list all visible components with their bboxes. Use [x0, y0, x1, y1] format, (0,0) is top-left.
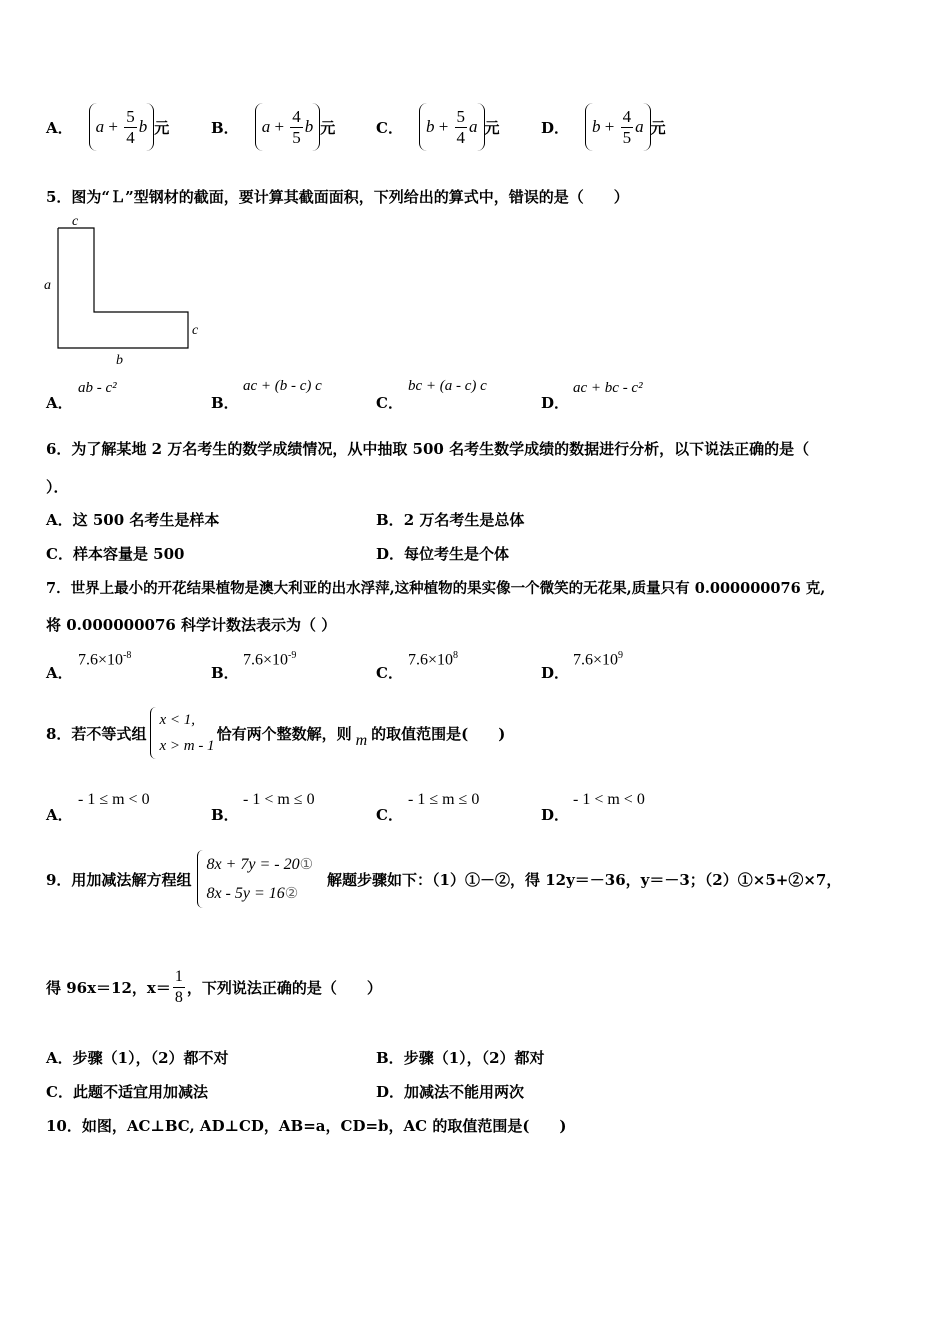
q5-options: [0, 376, 950, 416]
option-label: D．: [541, 118, 570, 137]
q9-option-d: D．加减法不能用两次: [376, 1083, 525, 1101]
q10-stem: 10．如图，AC⊥BC, AD⊥CD，AB=a，CD=b，AC 的取值范围是( ): [46, 1117, 567, 1135]
q6-stem-line1: 6．为了解某地 2 万名考生的数学成绩情况，从中抽取 500 名考生数学成绩的数据进行分析，以下说法正确的是（: [46, 440, 810, 458]
option-expression: a + $\frac{4}{5}$ b: [255, 103, 321, 151]
q9-option-c: C．此题不适宜用加减法: [46, 1083, 208, 1101]
option-label: C．: [376, 394, 403, 412]
option-label: A．: [46, 664, 73, 682]
q4-options: [0, 100, 950, 155]
q6-option-a: A．这 500 名考生是样本: [46, 511, 220, 529]
option-expression: $7.6\times 10^{-9}$: [243, 650, 297, 669]
equation-2: 8x - 5y = 16②: [206, 884, 299, 902]
option-label: D．: [541, 394, 570, 412]
q7-stem-line1: 7．世界上最小的开花结果植物是澳大利亚的出水浮萍,这种植物的果实像一个微笑的无花果,质量只有 0.000000076 克,: [46, 580, 826, 597]
option-expression: b + $\frac{4}{5}$ a: [585, 103, 651, 151]
q9-option-a: A．步骤（1），（2）都不对: [46, 1049, 229, 1067]
option-expression: bc + (a - c) c: [408, 378, 487, 394]
option-label: C．: [376, 806, 403, 824]
q6-stem-line2: ）．: [46, 478, 69, 496]
q8-stem: [46, 705, 505, 761]
option-label: A．: [46, 394, 73, 412]
label-top-c: c: [72, 214, 79, 229]
option-expression: a + $\frac{5}{4}$ b: [89, 103, 155, 151]
option-label: C．: [376, 664, 403, 682]
option-expression: - 1 ≤ m < 0: [78, 791, 150, 808]
inequality-2: x > m - 1: [159, 738, 215, 754]
option-expression: $7.6\times 10^8$: [408, 650, 459, 669]
fraction-one-eighth: $\frac{1}{8}$: [174, 967, 183, 1006]
inequality-1: x < 1,: [159, 712, 195, 728]
q7-options: [0, 648, 950, 688]
q8-stem-pre: 8．若不等式组: [46, 724, 147, 743]
q9-line2: [46, 962, 382, 1012]
option-label: C．: [376, 118, 403, 137]
q9-option-b: B．步骤（1），（2）都对: [376, 1049, 545, 1067]
option-label: A．: [46, 118, 73, 137]
option-expression: ac + bc - c²: [573, 380, 643, 396]
option-label: B．: [211, 806, 239, 824]
q6-option-d: D．每位考生是个体: [376, 545, 510, 563]
option-expression: ab - c²: [78, 380, 117, 396]
option-label: D．: [541, 806, 570, 824]
q7-stem-line2: 将 0.000000076 科学计数法表示为（ ）: [46, 616, 337, 634]
l-shape-figure: [40, 212, 210, 370]
q9-stem: [46, 848, 841, 910]
q4-option-a: [46, 102, 169, 152]
equation-1: 8x + 7y = - 20①: [206, 855, 314, 873]
option-expression: - 1 ≤ m ≤ 0: [408, 791, 480, 808]
option-label: B．: [211, 394, 239, 412]
variable-m: m: [355, 732, 368, 749]
q8-stem-mid: 恰有两个整数解，则: [216, 724, 352, 743]
q5-stem: 5．图为“Ｌ”型钢材的截面，要计算其截面面积，下列给出的算式中，错误的是（ ）: [46, 188, 629, 206]
unit: 元: [154, 118, 170, 137]
option-expression: ac + (b - c) c: [243, 378, 322, 394]
option-expression: - 1 < m ≤ 0: [243, 791, 315, 808]
label-right-c: c: [192, 323, 199, 338]
q8-options: [0, 790, 950, 830]
option-label: B．: [211, 118, 239, 137]
q9-line2-pre: 得 96x＝12，x＝: [46, 978, 171, 997]
unit: 元: [650, 118, 666, 137]
option-label: B．: [211, 664, 239, 682]
label-left-a: a: [44, 278, 51, 293]
unit: 元: [320, 118, 336, 137]
q6-option-b: B．2 万名考生是总体: [376, 511, 525, 529]
q9-stem-post: 解题步骤如下：（1）①－②，得 12y＝－36，y＝－3；（2）①×5+②×7，: [327, 870, 842, 889]
q4-option-c: [376, 102, 500, 152]
option-expression: $7.6\times 10^{-8}$: [78, 650, 132, 669]
option-expression: b + $\frac{5}{4}$ a: [419, 103, 485, 151]
q4-option-d: [541, 102, 666, 152]
q9-stem-pre: 9．用加减法解方程组: [46, 870, 192, 889]
option-expression: $7.6\times 10^9$: [573, 650, 624, 669]
q8-stem-post: 的取值范围是( ): [371, 724, 506, 743]
l-shape-outline: [58, 228, 188, 348]
q4-option-b: [211, 102, 335, 152]
option-label: D．: [541, 664, 570, 682]
option-expression: - 1 < m < 0: [573, 791, 645, 808]
equation-system: [197, 850, 313, 908]
q9-line2-post: ，下列说法正确的是（ ）: [186, 978, 382, 997]
label-bottom-b: b: [116, 353, 123, 368]
q6-option-c: C．样本容量是 500: [46, 545, 185, 563]
inequality-system: [150, 707, 214, 759]
unit: 元: [484, 118, 500, 137]
option-label: A．: [46, 806, 73, 824]
